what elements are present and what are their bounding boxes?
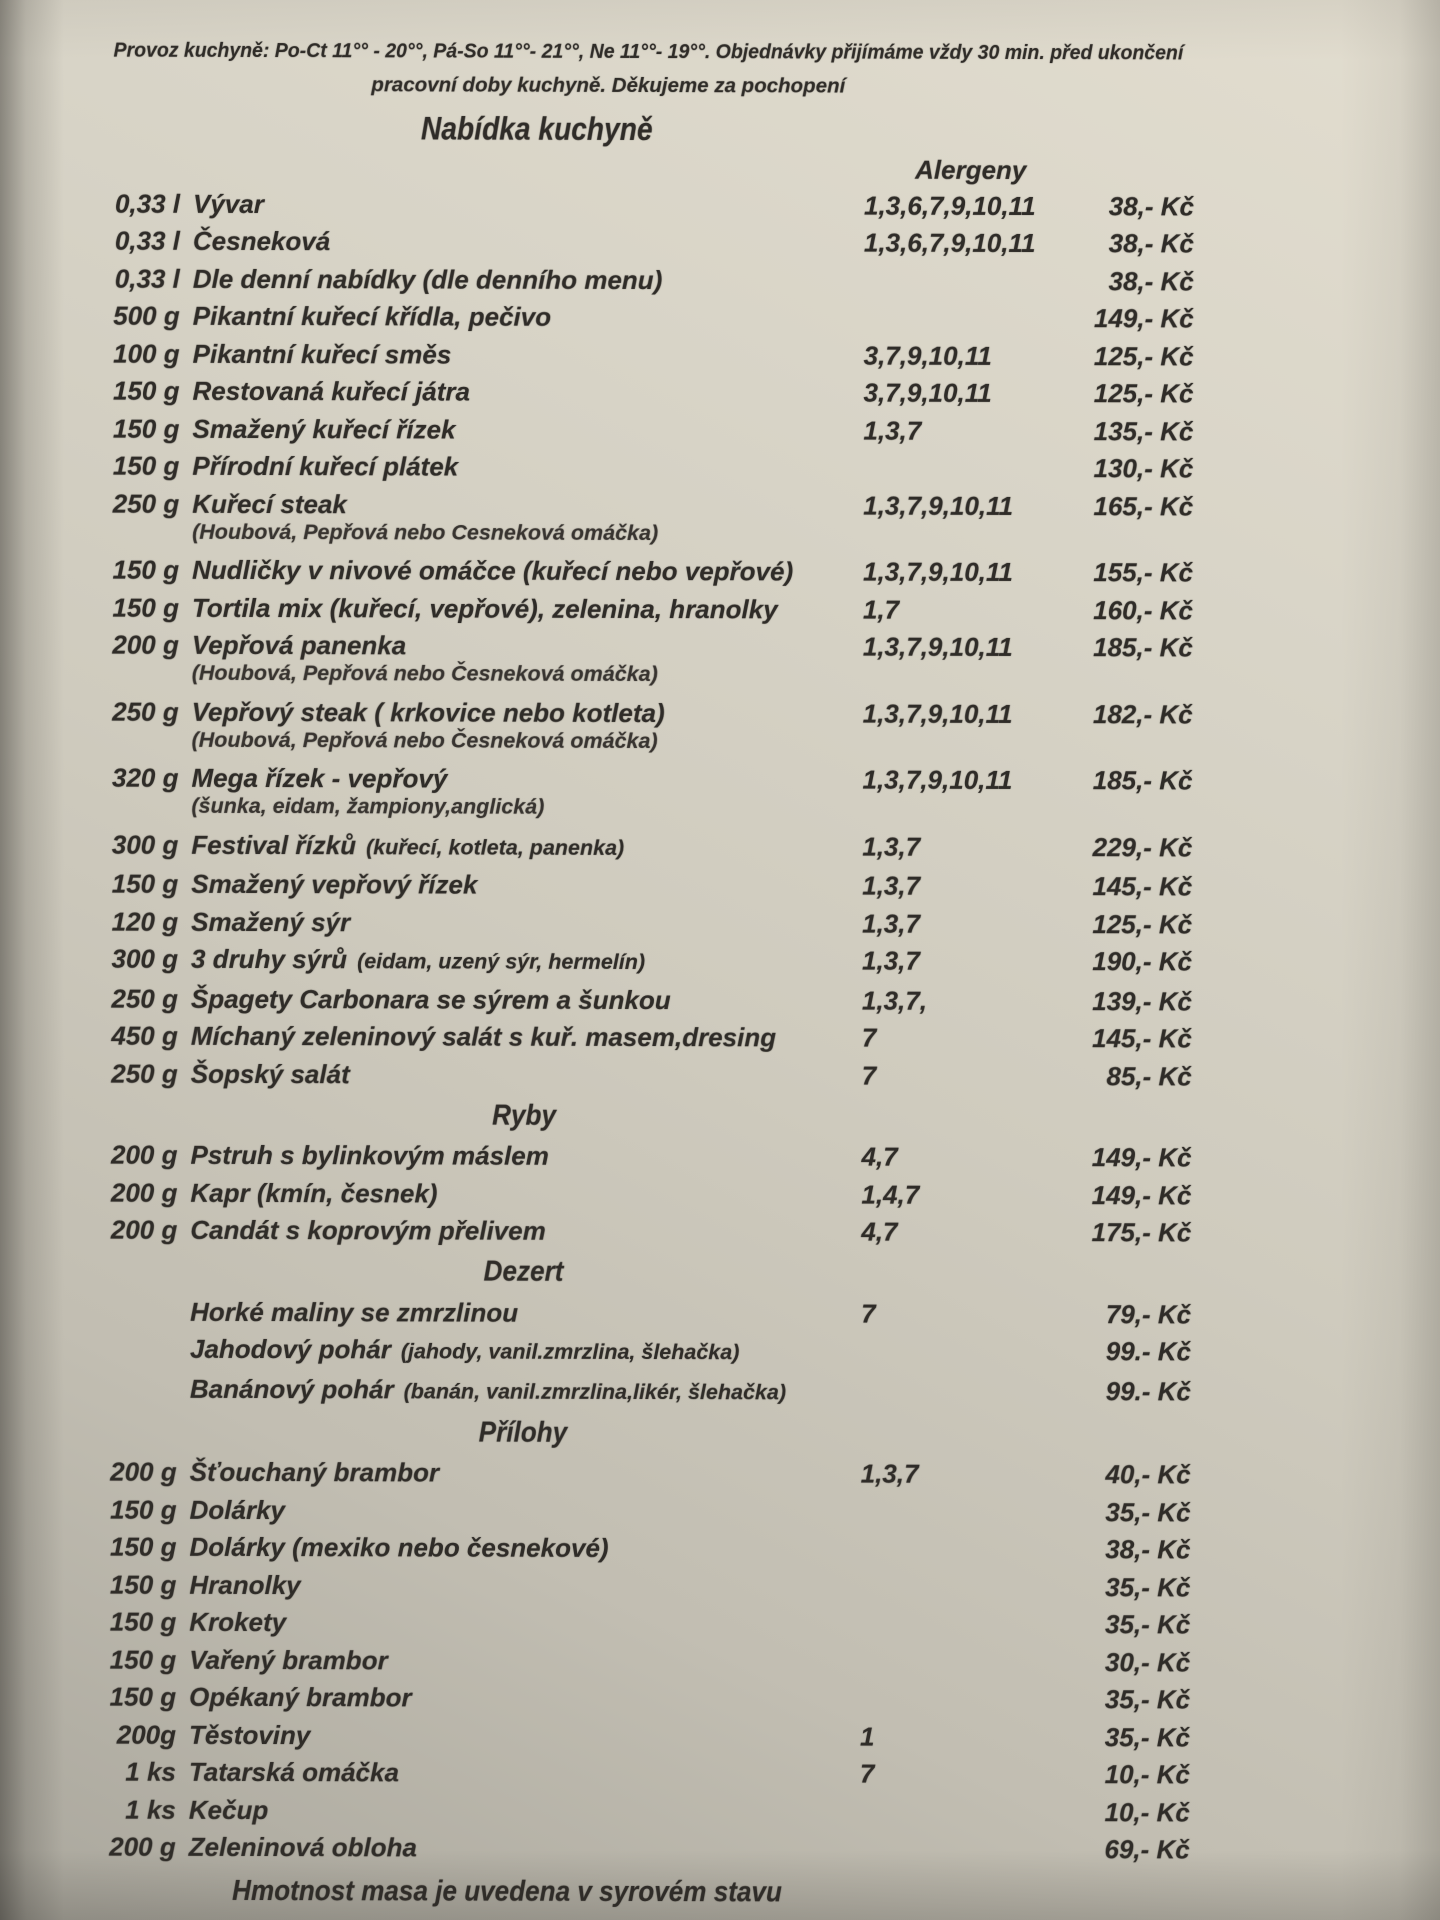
menu-item-row	[100, 1055, 1192, 1095]
item-name-cell	[177, 1458, 861, 1488]
item-quantity: 500 g	[113, 300, 180, 332]
item-allergens: 1,3,6,7,9,10,11	[863, 190, 1036, 221]
item-quantity: 150 g	[110, 1494, 177, 1525]
menu-item-row	[99, 1174, 1191, 1214]
item-name-cell	[176, 1796, 860, 1826]
item-name: Opékaný brambor	[189, 1682, 412, 1713]
item-name: Tatarská omáčka	[188, 1757, 400, 1788]
item-quantity: 1 ks	[125, 1794, 176, 1825]
item-price: 149,- Kč	[1093, 303, 1194, 334]
item-quantity: 1 ks	[125, 1756, 176, 1788]
menu-item-row	[101, 485, 1193, 554]
item-name-cell	[179, 377, 863, 407]
item-quantity: 150 g	[112, 413, 180, 444]
menu-item-row	[101, 693, 1193, 762]
item-price: 99.- Kč	[1105, 1336, 1192, 1367]
item-name-cell	[176, 1608, 860, 1638]
item-allergens: 1,3,7,	[861, 985, 928, 1016]
item-name-cell	[178, 831, 862, 863]
kitchen-hours-label: Provoz kuchyně:	[113, 38, 270, 63]
menu-item-row	[101, 447, 1193, 487]
item-name-cell	[177, 1141, 861, 1171]
item-name: Mega řízek - vepřový	[191, 763, 448, 794]
item-name: Přírodní kuřecí plátek	[192, 451, 459, 482]
item-name-cell	[176, 1721, 860, 1751]
menu-item-row	[99, 1293, 1191, 1333]
item-allergens: 7	[861, 1060, 877, 1091]
menu-item-row	[98, 1528, 1190, 1568]
item-quantity: 250 g	[112, 488, 180, 519]
kitchen-hours-line1	[114, 37, 1184, 68]
item-allergens: 1,3,7	[861, 945, 920, 976]
item-price: 85,- Kč	[1106, 1060, 1192, 1092]
item-quantity: 0,33 l	[114, 188, 181, 219]
item-price: 185,- Kč	[1093, 632, 1193, 663]
menu-item-row	[100, 940, 1192, 982]
item-name: Dle denní nabídky (dle denního menu)	[192, 263, 663, 295]
kitchen-hours-line2: pracovní doby kuchyně. Děkujeme za pochopení	[371, 73, 846, 98]
item-price: 130,- Kč	[1093, 453, 1194, 484]
item-price: 165,- Kč	[1093, 490, 1194, 522]
item-allergens: 1,3,7	[862, 870, 921, 901]
item-allergens: 4,7	[861, 1216, 898, 1247]
item-name-cell	[178, 870, 862, 900]
item-name: Vepřová panenka	[191, 630, 407, 661]
item-name-cell	[178, 908, 862, 938]
item-name-cell	[178, 985, 862, 1015]
menu-item-row	[100, 903, 1192, 943]
item-allergens: 1,3,7,9,10,11	[862, 764, 1013, 796]
item-allergens: 1,3,6,7,9,10,11	[863, 227, 1036, 259]
item-price: 149,- Kč	[1091, 1179, 1192, 1211]
menu-item-row	[99, 1136, 1191, 1176]
item-name: Kapr (kmín, česnek)	[190, 1177, 438, 1209]
item-name-cell	[177, 1375, 861, 1407]
item-quantity: 150 g	[109, 1681, 177, 1713]
item-name-cell	[179, 631, 863, 690]
item-name-cell	[176, 1833, 860, 1863]
item-name-cell	[176, 1758, 860, 1788]
item-note-below: (Houbová, Pepřová nebo Česneková omáčka)	[191, 661, 658, 687]
item-allergens: 1,3,7	[860, 1458, 919, 1489]
item-allergens: 1,4,7	[861, 1179, 920, 1210]
item-allergens: 7	[861, 1022, 877, 1053]
item-allergens: 7	[859, 1758, 875, 1789]
item-name: Dolárky (mexiko nebo česnekové)	[189, 1532, 609, 1564]
item-quantity: 150 g	[109, 1531, 177, 1563]
item-price: 125,- Kč	[1093, 378, 1194, 409]
item-name-cell	[180, 340, 864, 370]
item-name: Vepřový steak ( krkovice nebo kotleta)	[191, 696, 665, 728]
menu-item-row	[100, 826, 1192, 868]
menu-item-row	[102, 222, 1194, 262]
item-name-cell	[176, 1571, 860, 1601]
item-allergens	[864, 304, 1054, 332]
menu-item-row	[99, 1330, 1191, 1372]
item-price: 229,- Kč	[1092, 831, 1193, 863]
menu-item-row	[98, 1641, 1190, 1681]
item-allergens: 1,3,7,9,10,11	[863, 556, 1013, 588]
item-name: Kuřecí steak	[192, 488, 347, 519]
item-allergens: 1,7	[862, 594, 900, 625]
item-allergens: 1,3,7,9,10,11	[862, 631, 1013, 663]
item-note: (banán, vanil.zmrzlina,likér, šlehačka)	[403, 1379, 787, 1405]
item-quantity: 100 g	[113, 338, 180, 369]
item-allergens	[861, 1337, 1051, 1367]
item-allergens: 3,7,9,10,11	[863, 340, 992, 371]
item-note: (jahody, vanil.zmrzlina, šlehačka)	[400, 1339, 740, 1365]
item-quantity: 200 g	[110, 1139, 178, 1171]
item-price: 145,- Kč	[1092, 871, 1193, 902]
item-price: 35,- Kč	[1104, 1684, 1191, 1715]
item-allergens: 1,3,7,9,10,11	[862, 698, 1013, 729]
item-name: Tortila mix (kuřecí, vepřové), zelenina, hranolky	[191, 592, 778, 625]
item-allergens: 1	[859, 1721, 875, 1752]
item-note-below: (Houbová, Pepřová nebo Česneková omáčka)	[191, 727, 658, 753]
item-quantity: 0,33 l	[114, 263, 180, 294]
item-quantity: 250 g	[112, 696, 179, 727]
item-quantity: 120 g	[111, 906, 179, 937]
menu-item-row	[100, 1017, 1192, 1057]
item-name-cell	[177, 1216, 861, 1246]
item-price: 40,- Kč	[1105, 1459, 1191, 1490]
item-note: (eidam, uzený sýr, hermelín)	[357, 949, 646, 975]
item-price: 30,- Kč	[1104, 1646, 1191, 1678]
item-name-cell	[179, 556, 863, 586]
item-quantity: 150 g	[112, 375, 180, 407]
item-name-cell	[180, 190, 864, 220]
item-quantity: 300 g	[111, 829, 179, 860]
menu-rows	[98, 185, 1194, 1869]
item-price: 79,- Kč	[1105, 1298, 1192, 1330]
item-name-cell	[179, 594, 863, 624]
menu-item-row	[101, 589, 1193, 629]
item-name: Vývar	[192, 188, 264, 219]
item-name: Smažený sýr	[191, 906, 351, 937]
menu-item-row	[99, 1491, 1191, 1531]
item-name: Hranolky	[189, 1569, 301, 1600]
item-price: 35,- Kč	[1105, 1496, 1191, 1528]
menu-item-row	[100, 980, 1192, 1020]
item-quantity	[99, 1374, 177, 1404]
item-price: 38,- Kč	[1108, 228, 1194, 259]
menu-item-row	[100, 865, 1192, 905]
item-name-cell	[179, 698, 863, 757]
footer-note: Hmotnost masa je uvedena v syrovém stavu	[231, 1874, 782, 1909]
menu-item-row	[98, 1828, 1190, 1868]
item-name-cell	[176, 1646, 860, 1676]
item-allergens	[864, 266, 1054, 294]
item-name: Horké maliny se zmrzlinou	[190, 1296, 519, 1328]
item-quantity: 200 g	[110, 1456, 177, 1488]
item-quantity: 200 g	[109, 1831, 176, 1863]
item-quantity: 200 g	[112, 629, 179, 661]
item-allergens: 3,7,9,10,11	[863, 377, 992, 409]
menu-item-row	[101, 626, 1193, 695]
item-price: 182,- Kč	[1092, 698, 1193, 730]
item-allergens: 1,3,7	[863, 415, 922, 446]
menu-item-row	[98, 1753, 1190, 1793]
item-price: 135,- Kč	[1093, 415, 1194, 447]
menu-content	[98, 37, 1195, 1913]
item-quantity: 200g	[116, 1719, 177, 1750]
item-name-cell	[179, 452, 863, 482]
menu-item-row	[102, 260, 1194, 300]
item-allergens	[860, 1647, 1050, 1675]
menu-item-row	[98, 1678, 1190, 1718]
item-name: Krokety	[189, 1607, 287, 1638]
item-name-cell	[179, 490, 863, 549]
item-price: 38,- Kč	[1108, 265, 1194, 297]
menu-item-row	[98, 1716, 1190, 1756]
item-name: Jahodový pohár	[189, 1334, 391, 1365]
item-name: Smažený kuřecí řízek	[192, 413, 456, 445]
item-allergens	[860, 1572, 1050, 1600]
item-allergens: 1,3,7	[862, 831, 921, 862]
section-heading: Dezert	[483, 1255, 564, 1288]
item-note: (kuřecí, kotleta, panenka)	[366, 835, 625, 860]
item-name: Míchaný zeleninový salát s kuř. masem,dresing	[190, 1021, 777, 1053]
menu-item-row	[102, 185, 1194, 225]
item-allergens	[861, 1376, 1051, 1406]
item-price: 145,- Kč	[1092, 1023, 1192, 1054]
item-quantity: 200 g	[110, 1214, 178, 1246]
item-price: 139,- Kč	[1092, 985, 1192, 1017]
item-allergens	[863, 454, 1053, 482]
item-price: 149,- Kč	[1091, 1142, 1192, 1173]
menu-item-row	[101, 410, 1193, 450]
item-name: Pikantní kuřecí směs	[192, 338, 452, 370]
item-price: 35,- Kč	[1104, 1609, 1191, 1640]
item-price: 10,- Kč	[1104, 1759, 1190, 1790]
item-quantity	[99, 1297, 177, 1325]
item-name: Šopský salát	[190, 1058, 350, 1089]
item-price: 35,- Kč	[1105, 1571, 1191, 1603]
item-name: Špagety Carbonara se sýrem a šunkou	[190, 983, 671, 1015]
item-price: 125,- Kč	[1092, 908, 1193, 940]
item-allergens: 4,7	[861, 1141, 898, 1172]
item-price: 69,- Kč	[1104, 1834, 1190, 1865]
item-price: 10,- Kč	[1104, 1796, 1190, 1828]
item-name: Pstruh s bylinkovým máslem	[190, 1140, 549, 1171]
item-quantity: 250 g	[111, 1058, 178, 1089]
item-quantity: 300 g	[111, 943, 179, 975]
item-price: 99.- Kč	[1105, 1375, 1191, 1407]
item-allergens: 7	[861, 1298, 876, 1329]
item-allergens: 1,3,7	[862, 908, 921, 939]
item-name-cell	[177, 1179, 861, 1209]
item-name: Festival řízků	[191, 829, 357, 860]
item-allergens	[860, 1797, 1050, 1825]
menu-item-row	[98, 1603, 1190, 1643]
item-name: Kečup	[188, 1794, 269, 1825]
item-name-cell	[176, 1683, 860, 1713]
item-price: 35,- Kč	[1104, 1721, 1191, 1753]
menu-item-row	[98, 1566, 1190, 1606]
item-name: Nudličky v nivové omáčce (kuřecí nebo vepřové)	[192, 555, 794, 587]
item-name: Česneková	[192, 226, 331, 257]
item-note-below: (šunka, eidam, žampiony,anglická)	[191, 794, 545, 819]
menu-item-row	[101, 551, 1193, 591]
item-quantity: 150 g	[111, 868, 179, 900]
item-name: Dolárky	[189, 1494, 286, 1525]
menu-item-row	[100, 759, 1192, 828]
item-quantity: 450 g	[111, 1020, 178, 1052]
item-name-cell	[178, 945, 862, 977]
item-price: 155,- Kč	[1093, 557, 1194, 588]
menu-item-row	[98, 1791, 1190, 1831]
item-name: Candát s koprovým přelivem	[190, 1215, 546, 1246]
item-note-below: (Houbová, Pepřová nebo Cesneková omáčka)	[192, 519, 659, 545]
item-name: Smažený vepřový řízek	[191, 869, 478, 900]
item-name-cell	[180, 302, 864, 332]
item-quantity: 150 g	[109, 1569, 177, 1600]
item-quantity: 150 g	[112, 554, 180, 586]
item-name-cell	[177, 1335, 861, 1367]
item-allergens	[860, 1535, 1050, 1563]
item-name: Restovaná kuřecí játra	[192, 376, 471, 407]
item-name-cell	[178, 764, 862, 823]
item-allergens	[860, 1835, 1050, 1863]
item-name: 3 druhy sýrů	[190, 944, 348, 975]
item-quantity: 150 g	[109, 1606, 177, 1638]
item-price: 185,- Kč	[1092, 765, 1193, 796]
item-quantity	[99, 1335, 177, 1365]
item-name-cell	[177, 1496, 861, 1526]
item-price: 175,- Kč	[1091, 1217, 1192, 1248]
allergens-column-heading: Alergeny	[915, 154, 1027, 185]
item-price: 190,- Kč	[1092, 946, 1193, 977]
item-quantity: 150 g	[112, 592, 179, 623]
menu-item-row	[99, 1211, 1191, 1251]
item-quantity: 320 g	[111, 762, 179, 794]
item-quantity: 150 g	[112, 450, 180, 482]
item-quantity: 200 g	[110, 1177, 178, 1208]
section-heading: Přílohy	[478, 1416, 568, 1449]
item-allergens	[860, 1610, 1050, 1638]
item-name-cell	[178, 1060, 862, 1090]
item-name-cell	[180, 265, 864, 295]
item-allergens: 1,3,7,9,10,11	[863, 490, 1014, 521]
menu-item-row	[102, 335, 1194, 375]
item-allergens	[861, 1497, 1051, 1525]
item-price: 38,- Kč	[1105, 1534, 1191, 1565]
item-name-cell	[177, 1298, 861, 1328]
item-quantity: 250 g	[111, 983, 178, 1014]
item-name: Vařený brambor	[189, 1644, 388, 1676]
item-allergens	[860, 1685, 1050, 1713]
item-name-cell	[176, 1533, 860, 1563]
item-quantity: 0,33 l	[114, 225, 180, 257]
menu-item-row	[101, 372, 1193, 412]
item-price: 160,- Kč	[1093, 594, 1193, 626]
item-name: Pikantní kuřecí křídla, pečivo	[192, 301, 552, 332]
item-name-cell	[179, 415, 863, 445]
item-quantity: 150 g	[109, 1644, 177, 1675]
item-name: Šťouchaný brambor	[189, 1457, 440, 1488]
item-name-cell	[180, 227, 864, 257]
menu-item-row	[102, 297, 1194, 337]
item-name: Zeleninová obloha	[188, 1832, 418, 1863]
item-name: Těstoviny	[188, 1719, 311, 1750]
item-price: 38,- Kč	[1108, 190, 1195, 222]
page-title: Nabídka kuchyně	[421, 110, 654, 148]
item-name: Banánový pohár	[189, 1373, 394, 1405]
section-heading: Ryby	[491, 1099, 556, 1132]
menu-item-row	[99, 1370, 1191, 1412]
item-price: 125,- Kč	[1093, 340, 1194, 372]
item-name-cell	[178, 1022, 862, 1052]
kitchen-hours-text: Po-Ct 11°° - 20°°, Pá-So 11°°- 21°°, Ne 11°°- 19°°. Objednávky přijímáme vždy 30 min. před ukončení	[274, 39, 1184, 65]
menu-item-row	[99, 1453, 1191, 1493]
